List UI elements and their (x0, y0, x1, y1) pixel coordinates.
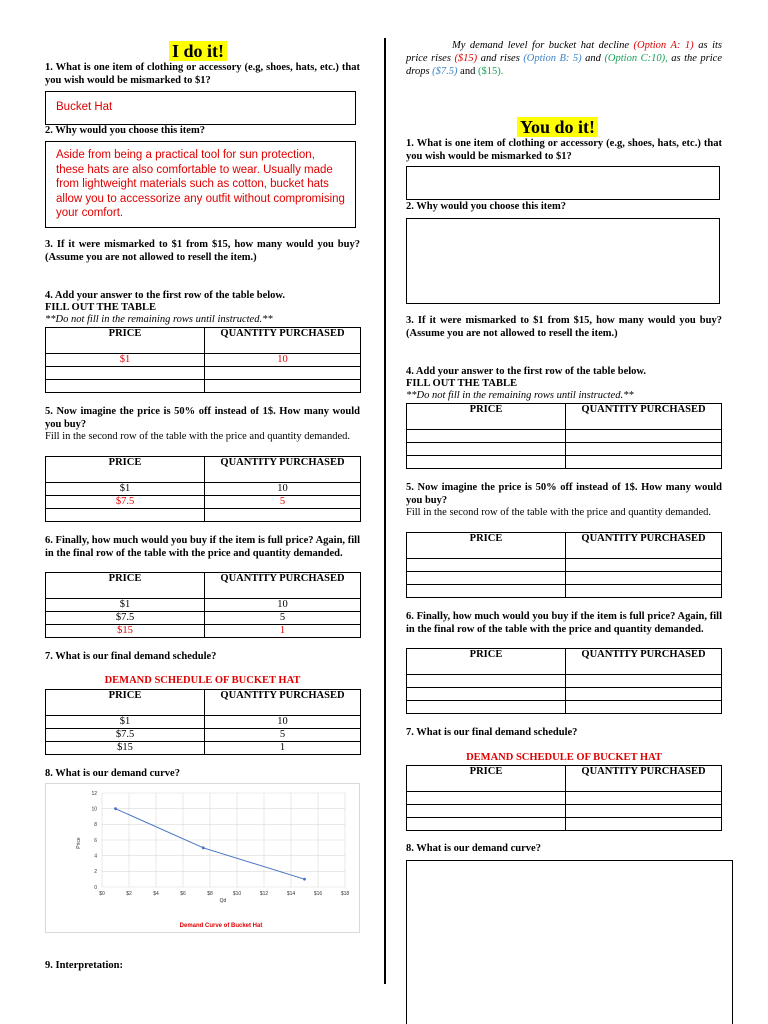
table-cell: $1 (46, 716, 205, 729)
right-question-6: 6. Finally, how much would you buy if the item is full price? Again, fill in the final row of the table with the price and quantity demanded. (406, 611, 722, 635)
left-table-1 (45, 327, 361, 393)
table-cell[interactable] (407, 572, 566, 585)
table-cell (46, 509, 205, 522)
y-tick-label: 2 (94, 869, 97, 876)
table-cell[interactable] (566, 818, 722, 831)
table-cell: $15 (46, 742, 205, 755)
table-cell[interactable] (407, 430, 566, 443)
table-cell: 10 (205, 483, 361, 496)
table-cell (205, 380, 361, 393)
price-header: PRICE (407, 766, 566, 792)
table-cell (46, 380, 205, 393)
i-do-it-heading: I do it! (169, 41, 227, 61)
price-header: PRICE (46, 328, 205, 354)
intro-text: and (581, 53, 605, 64)
right-question-3: 3. If it were mismarked to $1 from $15, how many would you buy? (Assume you are not allowed to resell the item.) (406, 315, 722, 339)
table-cell: 1 (205, 742, 361, 755)
table-cell[interactable] (407, 792, 566, 805)
table-cell[interactable] (407, 818, 566, 831)
table-cell (205, 509, 361, 522)
table-cell: 5 (205, 729, 361, 742)
right-schedule-title: DEMAND SCHEDULE OF BUCKET HAT (466, 752, 662, 763)
table-cell[interactable] (407, 805, 566, 818)
y-tick-label: 6 (94, 837, 97, 844)
price-7-5: ($7.5) (432, 66, 458, 77)
demand-point (114, 807, 117, 810)
demand-point (303, 878, 306, 881)
table-cell: $15 (46, 625, 205, 638)
quantity-header: QUANTITY PURCHASED (205, 457, 361, 483)
right-question-4: 4. Add your answer to the first row of the table below. (406, 366, 647, 377)
table-cell: $7.5 (46, 496, 205, 509)
table-cell[interactable] (407, 443, 566, 456)
left-schedule-title: DEMAND SCHEDULE OF BUCKET HAT (104, 675, 301, 686)
left-answer-1: Bucket Hat (45, 91, 356, 125)
quantity-header: QUANTITY PURCHASED (205, 328, 361, 354)
left-question-8: 8. What is our demand curve? (45, 768, 180, 779)
y-tick-label: 8 (94, 822, 97, 829)
x-tick-label: $12 (259, 891, 269, 897)
table-cell: $1 (46, 599, 205, 612)
table-cell: 10 (205, 354, 361, 367)
table-cell: 5 (205, 496, 361, 509)
table-cell: 5 (205, 612, 361, 625)
right-question-7: 7. What is our final demand schedule? (406, 727, 578, 738)
price-15-b: ($15). (477, 66, 504, 77)
left-question-3: 3. If it were mismarked to $1 from $15, how many would you buy? (Assume you are not allowed to resell the item.) (45, 239, 360, 263)
table-cell[interactable] (407, 688, 566, 701)
table-cell[interactable] (566, 675, 722, 688)
left-table-2 (45, 456, 361, 522)
left-table-3 (45, 572, 361, 638)
option-a: (Option A: 1) (633, 40, 694, 51)
price-header: PRICE (407, 649, 566, 675)
left-question-6: 6. Finally, how much would you buy if the item is full price? Again, fill in the final row of the table with the price and quantity demanded. (45, 535, 360, 559)
you-do-it-heading: You do it! (517, 117, 598, 137)
quantity-header: QUANTITY PURCHASED (566, 649, 722, 675)
table-cell[interactable] (566, 688, 722, 701)
table-cell[interactable] (407, 701, 566, 714)
table-cell[interactable] (407, 585, 566, 598)
left-question-2: 2. Why would you choose this item? (45, 125, 205, 136)
demand-curve-chart (45, 783, 360, 933)
right-question-1: 1. What is one item of clothing or accessory (e.g, shoes, hats, etc.) that you wish would be mismarked to $1? (406, 138, 722, 162)
x-tick-label: $18 (340, 891, 350, 897)
quantity-header: QUANTITY PURCHASED (566, 533, 722, 559)
x-tick-label: $6 (180, 891, 186, 897)
intro-text: as the price drops (406, 53, 722, 77)
x-tick-label: $2 (126, 891, 132, 897)
y-tick-label: 0 (94, 884, 97, 891)
right-question-5-note: Fill in the second row of the table with the price and quantity demanded. (406, 507, 712, 518)
table-cell[interactable] (566, 430, 722, 443)
right-table-1 (406, 403, 722, 469)
x-tick-label: $10 (232, 891, 242, 897)
price-15: ($15) (454, 53, 478, 64)
table-cell: $1 (46, 483, 205, 496)
left-question-4-instruction: FILL OUT THE TABLE (45, 302, 156, 313)
table-cell: $1 (46, 354, 205, 367)
quantity-header: QUANTITY PURCHASED (566, 404, 722, 430)
left-question-4-note: **Do not fill in the remaining rows until instructed.** (45, 314, 273, 325)
table-cell: 1 (205, 625, 361, 638)
y-axis-label: Price (76, 837, 82, 849)
x-tick-label: $16 (313, 891, 323, 897)
y-tick-label: 10 (91, 806, 97, 813)
quantity-header: QUANTITY PURCHASED (205, 690, 361, 716)
right-question-4-note: **Do not fill in the remaining rows until instructed.** (406, 390, 634, 401)
column-divider (384, 38, 386, 984)
left-question-1: 1. What is one item of clothing or accessory (e.g, shoes, hats, etc.) that you wish would be mismarked to $1? (45, 62, 360, 86)
table-cell[interactable] (566, 572, 722, 585)
x-tick-label: $14 (286, 891, 296, 897)
table-cell[interactable] (566, 701, 722, 714)
left-answer-2: Aside from being a practical tool for sun protection, these hats are also comfortable to wear. Usually made from lightweight materials such as cotton, bucket hats allow you to accessorize any outfit without compromising your comfort. (45, 141, 356, 228)
price-header: PRICE (46, 457, 205, 483)
table-cell[interactable] (566, 805, 722, 818)
table-cell: $7.5 (46, 612, 205, 625)
intro-text: My demand level for bucket hat decline (452, 40, 634, 51)
table-cell[interactable] (566, 585, 722, 598)
x-tick-label: $8 (207, 891, 213, 897)
table-cell[interactable] (566, 456, 722, 469)
chart-title: Demand Curve of Bucket Hat (179, 923, 263, 929)
right-question-2: 2. Why would you choose this item? (406, 201, 566, 212)
option-b: (Option B: 5) (523, 53, 582, 64)
right-table-4 (406, 765, 722, 831)
right-demand-curve-box[interactable] (406, 860, 733, 1024)
right-question-4-instruction: FILL OUT THE TABLE (406, 378, 517, 389)
table-cell (46, 367, 205, 380)
table-cell[interactable] (566, 559, 722, 572)
y-tick-label: 12 (91, 790, 97, 797)
price-header: PRICE (407, 533, 566, 559)
right-table-3 (406, 648, 722, 714)
x-axis-label: Qd (219, 898, 227, 904)
right-question-5: 5. Now imagine the price is 50% off instead of 1$. How many would you buy? (406, 482, 722, 506)
left-question-9: 9. Interpretation: (45, 960, 123, 971)
table-cell: 10 (205, 716, 361, 729)
table-cell[interactable] (407, 456, 566, 469)
right-table-2 (406, 532, 722, 598)
y-tick-label: 4 (94, 853, 97, 860)
table-cell (205, 367, 361, 380)
option-c: (Option C:10), (604, 53, 668, 64)
price-header: PRICE (46, 690, 205, 716)
table-cell[interactable] (566, 792, 722, 805)
intro-text: as its price rises (406, 40, 722, 64)
demand-point (202, 846, 205, 849)
x-tick-label: $4 (153, 891, 159, 897)
left-question-5: 5. Now imagine the price is 50% off instead of 1$. How many would you buy? (45, 406, 360, 430)
table-cell[interactable] (566, 443, 722, 456)
table-cell[interactable] (407, 675, 566, 688)
x-tick-label: $0 (99, 891, 105, 897)
price-header: PRICE (46, 573, 205, 599)
table-cell: 10 (205, 599, 361, 612)
right-answer-2-box[interactable] (406, 218, 720, 304)
intro-text: and (457, 66, 478, 77)
demand-interpretation-intro (406, 39, 722, 78)
left-table-4 (45, 689, 361, 755)
left-question-4: 4. Add your answer to the first row of the table below. (45, 290, 286, 301)
table-cell[interactable] (407, 559, 566, 572)
quantity-header: QUANTITY PURCHASED (566, 766, 722, 792)
left-question-5-note: Fill in the second row of the table with the price and quantity demanded. (45, 431, 351, 442)
left-question-7: 7. What is our final demand schedule? (45, 651, 217, 662)
intro-text: and rises (477, 53, 524, 64)
price-header: PRICE (407, 404, 566, 430)
quantity-header: QUANTITY PURCHASED (205, 573, 361, 599)
right-answer-1-box[interactable] (406, 166, 720, 200)
table-cell: $7.5 (46, 729, 205, 742)
right-question-8: 8. What is our demand curve? (406, 843, 541, 854)
